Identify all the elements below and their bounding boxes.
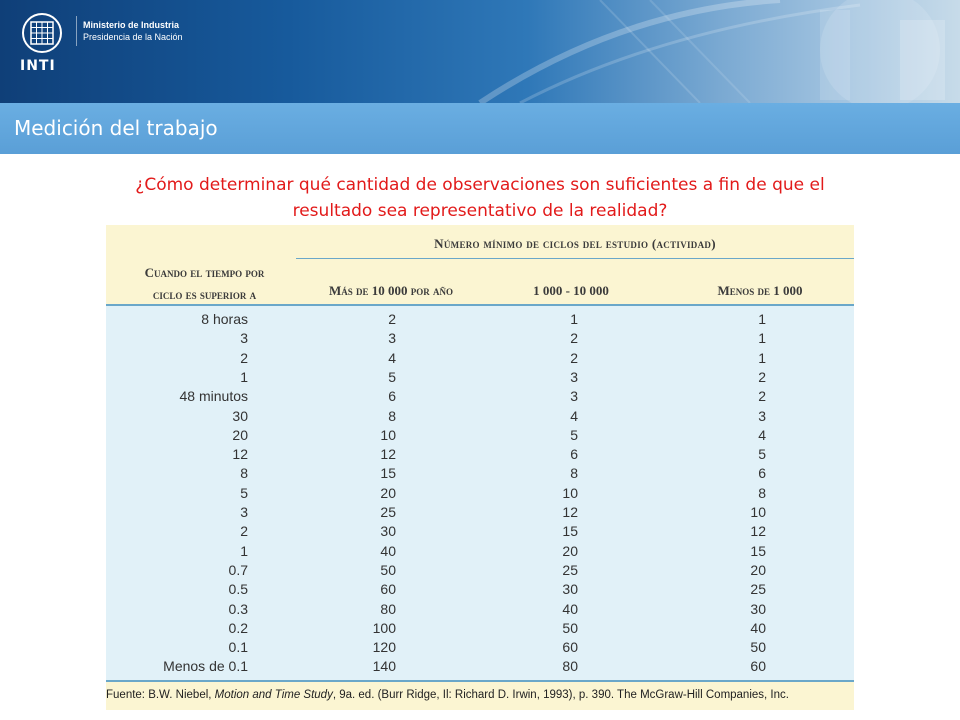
cycles-cell: 1	[570, 311, 578, 327]
time-cell: 0.2	[228, 619, 248, 636]
column-header-high: Más de 10 000 por año	[328, 283, 454, 298]
time-cell: Menos de 0.1	[163, 658, 248, 675]
cycles-cell: 50	[750, 639, 766, 656]
source-prefix: Fuente: B.W. Niebel,	[106, 689, 215, 701]
table-row	[106, 523, 854, 542]
slide-title: Medición del trabajo	[14, 116, 218, 140]
time-cell: 8 horas	[201, 311, 248, 327]
table-row	[106, 620, 854, 639]
cycles-cell: 40	[380, 542, 396, 559]
first-header-line-1: Cuando el tiempo por	[144, 265, 265, 280]
time-cell: 48 minutos	[179, 388, 248, 405]
cycles-cell: 2	[758, 388, 766, 405]
table-row	[106, 369, 854, 388]
cycles-cell: 10	[750, 504, 766, 520]
cycles-cell: 12	[750, 523, 766, 540]
table-row	[106, 388, 854, 407]
cycles-cell: 1	[758, 330, 766, 347]
logo-text: INTI	[20, 58, 56, 74]
banner-decoration	[0, 0, 960, 103]
presidency-name: Presidencia de la Nación	[83, 32, 183, 42]
cycles-cell: 25	[750, 581, 766, 598]
cycles-cell: 5	[758, 446, 766, 463]
table-row	[106, 601, 854, 620]
cycles-table	[106, 225, 854, 710]
cycles-cell: 3	[388, 330, 396, 347]
table-row	[106, 504, 854, 523]
cycles-cell: 4	[388, 349, 396, 366]
header-bottom-rule	[106, 304, 854, 306]
time-cell: 1	[240, 368, 248, 385]
cycles-cell: 20	[750, 561, 766, 578]
cycles-cell: 30	[562, 581, 578, 598]
table-row	[106, 465, 854, 484]
cycles-cell: 1	[758, 311, 766, 327]
cycles-cell: 80	[562, 658, 578, 675]
column-header-mid: 1 000 - 10 000	[533, 283, 609, 298]
time-cell: 0.7	[228, 561, 248, 578]
table-row	[106, 350, 854, 369]
cycles-cell: 5	[570, 426, 578, 443]
table-row	[106, 427, 854, 446]
cycles-cell: 140	[372, 658, 396, 675]
time-cell: 12	[232, 446, 248, 463]
time-cell: 0.5	[228, 581, 248, 598]
cycles-cell: 3	[570, 368, 578, 385]
time-cell: 3	[240, 330, 248, 347]
time-cell: 3	[240, 504, 248, 520]
cycles-cell: 8	[758, 484, 766, 501]
header-banner	[0, 0, 960, 103]
time-cell: 2	[240, 523, 248, 540]
cycles-cell: 25	[562, 561, 578, 578]
time-cell: 1	[240, 542, 248, 559]
table-row	[106, 639, 854, 658]
cycles-cell: 50	[380, 561, 396, 578]
time-cell: 2	[240, 349, 248, 366]
table-row	[106, 658, 854, 677]
cycles-cell: 30	[380, 523, 396, 540]
time-cell: 5	[240, 484, 248, 501]
cycles-cell: 6	[570, 446, 578, 463]
cycles-cell: 10	[562, 484, 578, 501]
table-row	[106, 446, 854, 465]
time-cell: 0.1	[228, 639, 248, 656]
first-header-line-2: ciclo es superior a	[152, 287, 257, 302]
ministry-name: Ministerio de Industria	[83, 20, 180, 30]
time-cell: 0.3	[228, 600, 248, 617]
first-column-header	[112, 262, 297, 306]
table-row	[106, 485, 854, 504]
time-cell: 30	[232, 407, 248, 424]
cycles-cell: 12	[562, 504, 578, 520]
cycles-cell: 60	[562, 639, 578, 656]
cycles-cell: 3	[570, 388, 578, 405]
table-row	[106, 311, 854, 330]
question-line-2: resultado sea representativo de la realidad?	[292, 201, 668, 221]
time-cell: 8	[240, 465, 248, 482]
cycles-cell: 80	[380, 600, 396, 617]
column-header-low: Menos de 1 000	[717, 283, 803, 298]
table-row	[106, 581, 854, 600]
group-header: Número mínimo de ciclos del estudio (actividad)	[434, 236, 716, 251]
header-rule	[296, 258, 854, 259]
table-row	[106, 543, 854, 562]
cycles-cell: 100	[372, 619, 396, 636]
cycles-cell: 60	[750, 658, 766, 675]
cycles-cell: 40	[750, 619, 766, 636]
header-divider	[76, 16, 77, 46]
question-text	[40, 172, 920, 224]
cycles-cell: 6	[758, 465, 766, 482]
table-source	[106, 682, 854, 710]
cycles-cell: 8	[570, 465, 578, 482]
table-row	[106, 330, 854, 349]
cycles-cell: 15	[750, 542, 766, 559]
inti-logo-icon	[22, 13, 62, 53]
time-cell: 20	[232, 426, 248, 443]
cycles-cell: 8	[388, 407, 396, 424]
question-line-1: ¿Cómo determinar qué cantidad de observaciones son suficientes a fin de que el	[135, 175, 825, 195]
cycles-cell: 15	[380, 465, 396, 482]
cycles-cell: 4	[758, 426, 766, 443]
cycles-cell: 120	[372, 639, 396, 656]
ministry-label	[83, 19, 183, 43]
cycles-cell: 2	[758, 368, 766, 385]
cycles-cell: 4	[570, 407, 578, 424]
cycles-cell: 3	[758, 407, 766, 424]
cycles-cell: 50	[562, 619, 578, 636]
table-row	[106, 408, 854, 427]
cycles-cell: 2	[388, 311, 396, 327]
cycles-cell: 15	[562, 523, 578, 540]
cycles-cell: 5	[388, 368, 396, 385]
source-title: Motion and Time Study	[214, 689, 333, 701]
title-bar	[0, 103, 960, 154]
cycles-cell: 12	[380, 446, 396, 463]
cycles-cell: 6	[388, 388, 396, 405]
cycles-cell: 2	[570, 330, 578, 347]
cycles-cell: 30	[750, 600, 766, 617]
cycles-cell: 2	[570, 349, 578, 366]
cycles-cell: 10	[380, 426, 396, 443]
cycles-cell: 1	[758, 349, 766, 366]
cycles-cell: 20	[380, 484, 396, 501]
cycles-cell: 40	[562, 600, 578, 617]
table-row	[106, 562, 854, 581]
cycles-cell: 20	[562, 542, 578, 559]
source-suffix: , 9a. ed. (Burr Ridge, Il: Richard D. Irwin, 1993), p. 390. The McGraw-Hill Companies, Inc.	[332, 689, 789, 701]
cycles-cell: 25	[380, 504, 396, 520]
cycles-cell: 60	[380, 581, 396, 598]
